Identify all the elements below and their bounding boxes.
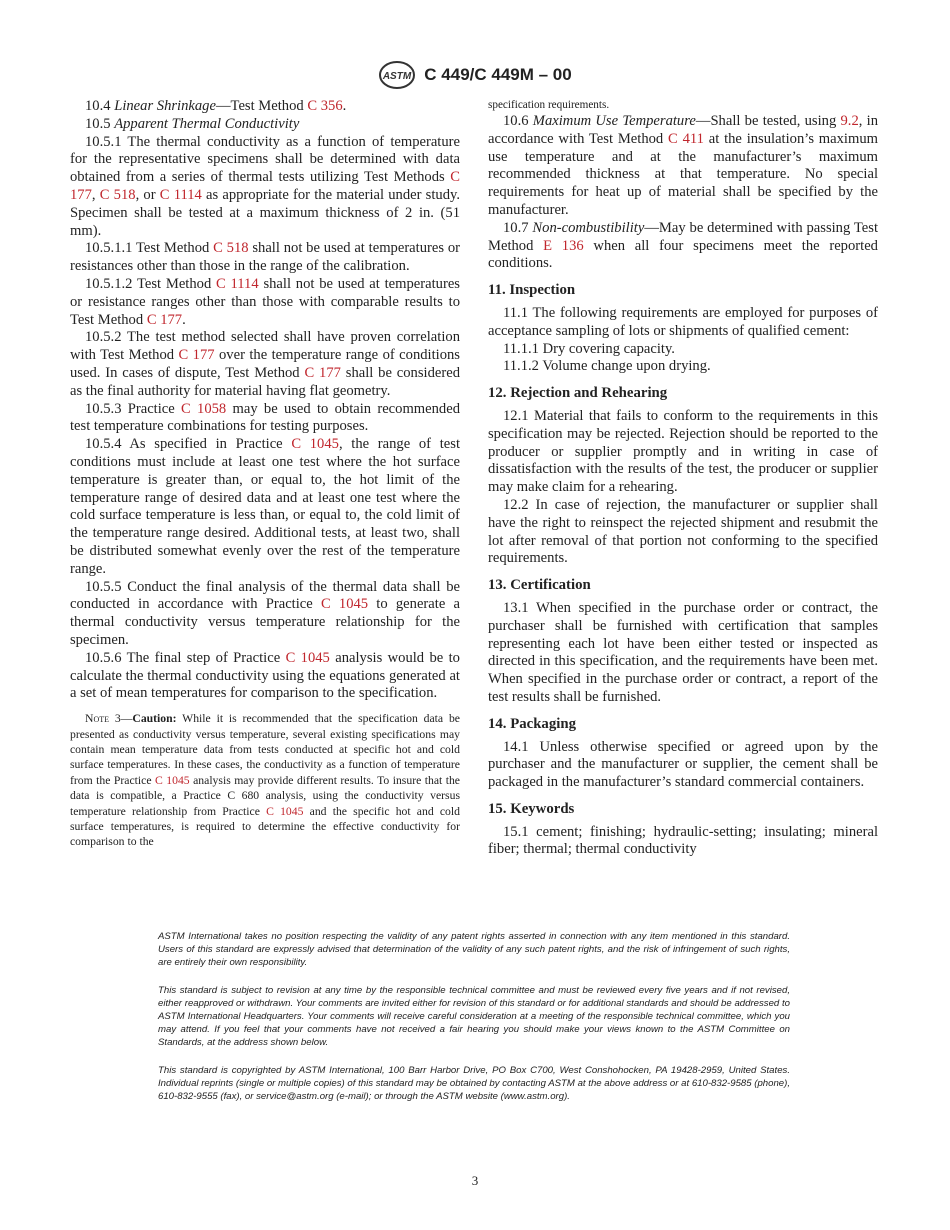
right-column	[488, 98, 878, 859]
section-12-1: 12.1 Material that fails to conform to the requirements in this specification may be rejected. Rejection should be reported to the producer or supplier promptly and in writing in case of dissatisfaction with the results of the test, the producer or supplier may make claim for a rehearing.	[488, 407, 878, 496]
section-10-5-5: 10.5.5 Conduct the final analysis of the thermal data shall be conducted in accordance with Practice C 1045 to generate a thermal conductivity versus temperature relationship for the specimen.	[70, 578, 460, 648]
section-10-5-1: 10.5.1 The thermal conductivity as a function of temperature for the representative specimens shall be determined with data obtained from a series of thermal tests utilizing Test Methods C 177, C 518, or C 1114 as appropriate for the material under study. Specimen shall be tested at a maximum thickness of 2 in. (51 mm).	[70, 133, 460, 239]
link-c518[interactable]: C 518	[213, 240, 249, 257]
link-c1045[interactable]: C 1045	[285, 649, 330, 666]
section-15-1: 15.1 cement; finishing; hydraulic-setting; insulating; mineral fiber; thermal; thermal conductivity	[488, 823, 878, 858]
link-c177[interactable]: C 177	[178, 347, 215, 364]
link-c1045[interactable]: C 1045	[155, 773, 190, 787]
link-c177[interactable]: C 177	[304, 364, 341, 381]
footer-patent-notice: ASTM International takes no position respecting the validity of any patent rights asserted in connection with any item mentioned in this standard. Users of this standard are expressly advised that determination of the validity of any such patent rights, and the risk of infringement of such rights, are entirely their own responsibility.	[158, 931, 790, 969]
link-c1114[interactable]: C 1114	[216, 275, 259, 292]
section-10-5-2: 10.5.2 The test method selected shall have proven correlation with Test Method C 177 over the temperature range of conditions used. In cases of dispute, Test Method C 177 shall be considered as the final authority for material having flat geometry.	[70, 329, 460, 399]
link-c177[interactable]: C 177	[70, 169, 460, 203]
footer-notices	[158, 930, 790, 1103]
section-10-5-1-2: 10.5.1.2 Test Method C 1114 shall not be used at temperatures or resistance ranges other than those with comparable results to Test Method C 177.	[70, 275, 460, 328]
link-c411[interactable]: C 411	[668, 130, 704, 147]
section-10-6: 10.6 Maximum Use Temperature—Shall be tested, using 9.2, in accordance with Test Method C 411 at the insulation’s maximum use temperature and at the manufacturer’s maximum recommended thickness at that temperature. No special requirements for heat up of material shall be specified by the manufacturer.	[488, 113, 878, 218]
left-column	[70, 98, 460, 850]
section-10-4: 10.4 Linear Shrinkage—Test Method C 356.	[85, 98, 347, 114]
link-c1114[interactable]: C 1114	[159, 186, 202, 203]
link-9-2[interactable]: 9.2	[840, 113, 859, 129]
page-header	[0, 60, 950, 90]
section-10-5-1-1: 10.5.1.1 Test Method C 518 shall not be used at temperatures or resistances other than those in the range of the calibration.	[70, 240, 460, 275]
section-10-7: 10.7 Non-combustibility—May be determined with passing Test Method E 136 when all four specimens meet the reported conditions.	[488, 219, 878, 272]
heading-inspection: 11. Inspection	[488, 282, 576, 299]
note-3-continuation: specification requirements.	[488, 99, 610, 111]
heading-keywords: 15. Keywords	[488, 800, 575, 817]
section-11-1-1: 11.1.1 Dry covering capacity.	[503, 340, 675, 357]
footer-copyright-notice: This standard is copyrighted by ASTM International, 100 Barr Harbor Drive, PO Box C700, West Conshohocken, PA 19428-2959, United States. Individual reprints (single or multiple copies) of this standard may be obtained by contacting ASTM at the above address or at 610-832-9585 (phone), 610-832-9555 (fax), or service@astm.org (e-mail); or through the ASTM website (www.astm.org).	[158, 1064, 790, 1103]
note-3: Note 3—Caution: While it is recommended that the specification data be presented as conductivity versus temperature, several existing specifications may contain mean temperature data from tests conducted at specific hot and cold surface temperatures. In these cases, the conductivity as a function of temperature from the Practice C 1045 analysis may provide different results. To insure that the data is compatible, a Practice C 680 analysis, using the conductivity versus temperature relationship from Practice C 1045 and the specific hot and cold surface temperatures, is required to determine the effective conductivity for comparison to the	[70, 712, 460, 849]
section-10-5: 10.5 Apparent Thermal Conductivity	[85, 115, 300, 132]
logo-text: ASTM	[383, 71, 412, 82]
link-c1058[interactable]: C 1058	[181, 400, 227, 417]
section-10-5-3: 10.5.3 Practice C 1058 may be used to obtain recommended test temperature combinations for testing purposes.	[70, 400, 461, 435]
link-c1045[interactable]: C 1045	[320, 596, 369, 613]
page-number: 3	[471, 1173, 479, 1188]
link-e136[interactable]: E 136	[543, 237, 584, 254]
section-11-1: 11.1 The following requirements are employed for purposes of acceptance sampling of lots or shipments of qualified cement:	[488, 304, 878, 339]
section-12-2: 12.2 In case of rejection, the manufacturer or supplier shall have the right to reinspect the rejected shipment and resubmit the lot after removal of that portion not conforming to the specified requirements.	[488, 496, 878, 567]
section-10-5-6: 10.5.6 The final step of Practice C 1045 analysis would be to calculate the thermal conductivity using the equations generated at a set of mean temperatures for comparison to the specification.	[70, 649, 460, 702]
heading-rejection: 12. Rejection and Rehearing	[488, 385, 668, 402]
section-13-1: 13.1 When specified in the purchase order or contract, the purchaser shall be furnished with certification that samples representing each lot have been either tested or inspected as directed in this specification, and the requirements have been met. When specified in the purchase order or contract, a report of the test results shall be furnished.	[488, 599, 878, 705]
link-c518[interactable]: C 518	[99, 186, 136, 203]
link-c1045[interactable]: C 1045	[266, 804, 304, 818]
footer-revision-notice: This standard is subject to revision at any time by the responsible technical committee and must be reviewed every five years and if not revised, either reapproved or withdrawn. Your comments are invited either for revision of this standard or for additional standards and should be addressed to ASTM International Headquarters. Your comments will receive careful consideration at a meeting of the responsible technical committee, which you may attend. If you feel that your comments have not received a fair hearing you should make your views known to the ASTM Committee on Standards, at the address shown below.	[158, 984, 790, 1049]
astm-logo-icon	[378, 60, 416, 90]
standard-designation: C 449/C 449M – 00	[424, 65, 572, 84]
section-10-5-4: 10.5.4 As specified in Practice C 1045, the range of test conditions must include at least one test where the hot surface temperature is greater than, or equal to, the hot limit of the temperature range of desired data and at least one test where the cold surface temperature is less than, or equal to, the cold limit of the temperature range desired. Additional tests, at least two, shall be distributed somewhat evenly over the rest of the temperature range.	[70, 436, 460, 577]
link-c356[interactable]: C 356	[307, 98, 343, 114]
heading-certification: 13. Certification	[488, 577, 591, 594]
section-11-1-2: 11.1.2 Volume change upon drying.	[503, 358, 711, 375]
section-14-1: 14.1 Unless otherwise specified or agreed upon by the purchaser and the manufacturer or supplier, the cement shall be packaged in the manufacturer’s standard commercial containers.	[488, 738, 878, 791]
heading-packaging: 14. Packaging	[488, 715, 576, 732]
link-c1045[interactable]: C 1045	[291, 436, 339, 453]
link-c177[interactable]: C 177	[146, 311, 183, 328]
